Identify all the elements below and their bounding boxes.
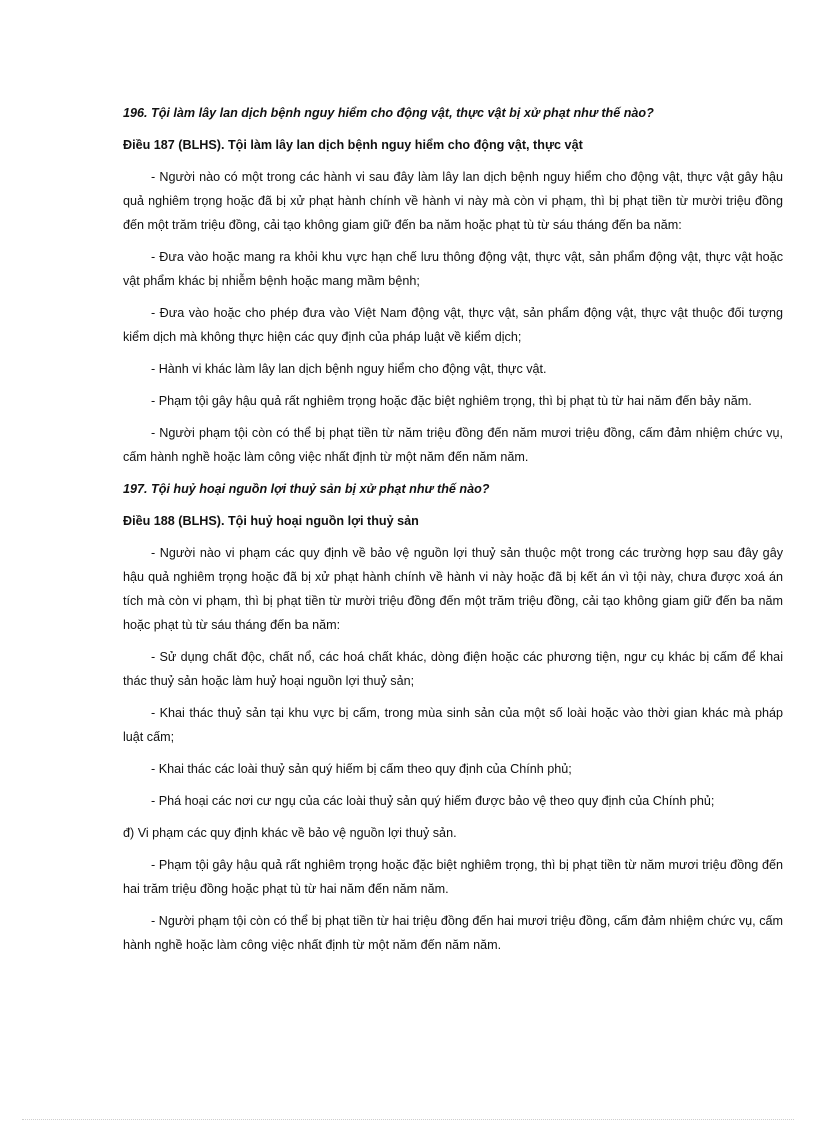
document-body <box>123 101 783 965</box>
paragraph: - Đưa vào hoặc cho phép đưa vào Việt Nam động vật, thực vật, sản phẩm động vật, thực vật thuộc đối tượng kiểm dịch mà không thực hiện các quy định của pháp luật về kiểm dịch; <box>123 306 783 344</box>
paragraph: - Phạm tội gây hậu quả rất nghiêm trọng hoặc đặc biệt nghiêm trọng, thì bị phạt tiền từ năm mươi triệu đồng đến hai trăm triệu đồng hoặc phạt tù từ hai năm đến năm năm. <box>123 858 783 896</box>
article-heading: Điều 187 (BLHS). Tội làm lây lan dịch bệnh nguy hiểm cho động vật, thực vật <box>123 138 583 152</box>
paragraph: - Người nào có một trong các hành vi sau đây làm lây lan dịch bệnh nguy hiểm cho động vật, thực vật gây hậu quả nghiêm trọng hoặc đã bị xử phạt hành chính về hành vi này mà còn vi phạm, thì bị phạt tiền từ mười triệu đồng đến một trăm triệu đồng, cải tạo không giam giữ đến ba năm hoặc phạt tù từ sáu tháng đến ba năm: <box>123 170 783 232</box>
section-197 <box>123 477 783 957</box>
paragraph: - Phá hoại các nơi cư ngụ của các loài thuỷ sản quý hiếm được bảo vệ theo quy định của Chính phủ; <box>151 794 715 808</box>
paragraph: - Khai thác thuỷ sản tại khu vực bị cấm, trong mùa sinh sản của một số loài hoặc vào thời gian khác mà pháp luật cấm; <box>123 706 783 744</box>
section-196 <box>123 101 783 469</box>
paragraph: - Phạm tội gây hậu quả rất nghiêm trọng hoặc đặc biệt nghiêm trọng, thì bị phạt tù từ hai năm đến bảy năm. <box>151 394 752 408</box>
paragraph: - Hành vi khác làm lây lan dịch bệnh nguy hiểm cho động vật, thực vật. <box>151 362 547 376</box>
question-heading: 197. Tội huỷ hoại nguồn lợi thuỷ sản bị xử phạt như thế nào? <box>123 482 490 496</box>
paragraph: - Sử dụng chất độc, chất nổ, các hoá chất khác, dòng điện hoặc các phương tiện, ngư cụ khác bị cấm để khai thác thuỷ sản hoặc làm huỷ hoại nguồn lợi thuỷ sản; <box>123 650 783 688</box>
paragraph: - Người phạm tội còn có thể bị phạt tiền từ hai triệu đồng đến hai mươi triệu đồng, cấm đảm nhiệm chức vụ, cấm hành nghề hoặc làm công việc nhất định từ một năm đến năm năm. <box>123 914 783 952</box>
question-heading: 196. Tội làm lây lan dịch bệnh nguy hiểm cho động vật, thực vật bị xử phạt như thế nào? <box>123 106 654 120</box>
paragraph: - Đưa vào hoặc mang ra khỏi khu vực hạn chế lưu thông động vật, thực vật, sản phẩm động vật, thực vật hoặc vật phẩm khác bị nhiễm bệnh hoặc mang mầm bệnh; <box>123 250 783 288</box>
paragraph: đ) Vi phạm các quy định khác về bảo vệ nguồn lợi thuỷ sản. <box>123 826 457 840</box>
paragraph: - Người nào vi phạm các quy định về bảo vệ nguồn lợi thuỷ sản thuộc một trong các trường hợp sau đây gây hậu quả nghiêm trọng hoặc đã bị xử phạt hành chính về hành vi này hoặc đã bị kết án vì tội này, chưa được xoá án tích mà còn vi phạm, thì bị phạt tiền từ mười triệu đồng đến một trăm triệu đồng, cải tạo không giam giữ đến ba năm hoặc phạt tù từ sáu tháng đến ba năm: <box>123 546 783 632</box>
paragraph: - Khai thác các loài thuỷ sản quý hiếm bị cấm theo quy định của Chính phủ; <box>151 762 572 776</box>
article-heading: Điều 188 (BLHS). Tội huỷ hoại nguồn lợi thuỷ sản <box>123 514 419 528</box>
page-bottom-divider <box>22 1119 794 1120</box>
paragraph: - Người phạm tội còn có thể bị phạt tiền từ năm triệu đồng đến năm mươi triệu đồng, cấm đảm nhiệm chức vụ, cấm hành nghề hoặc làm công việc nhất định từ một năm đến năm năm. <box>123 426 783 464</box>
